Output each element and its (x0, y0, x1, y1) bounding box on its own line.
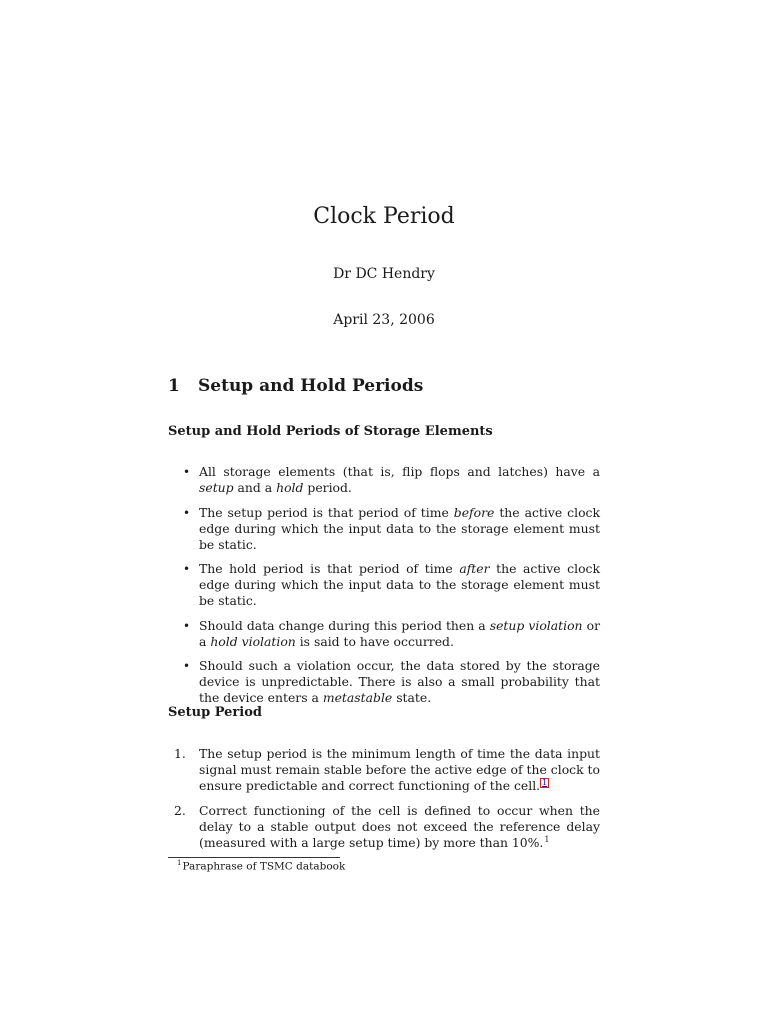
item-text: period. (303, 480, 352, 495)
footnote (176, 859, 345, 873)
subsection-heading-storage: Setup and Hold Periods of Storage Elements (168, 424, 493, 439)
item-text: The setup period is the minimum length of time the data input signal must remain stable before the active edge of the clock to ensure predictable and correct functioning of the cell. (199, 746, 600, 794)
footnote-text: Paraphrase of TSMC databook (182, 860, 346, 873)
item-emphasis: after (459, 561, 490, 576)
item-emphasis: setup violation (489, 617, 583, 633)
item-text: the active clock edge during which the input data to the storage element must be static. (199, 504, 600, 552)
document-author: Dr DC Hendry (333, 266, 435, 282)
subsection-heading-setup: Setup Period (168, 705, 262, 720)
section-number: 1 (168, 376, 180, 396)
list-item (174, 803, 600, 851)
item-emphasis: before (453, 504, 495, 520)
item-text: Correct functioning of the cell is defined to occur when the delay to a stable output does not exceed the reference delay (measured with a large setup time) by more than 10%. (199, 802, 600, 850)
list-item (183, 561, 600, 609)
item-text: or a (199, 617, 600, 649)
document-title: Clock Period (313, 204, 455, 229)
footnote-mark: 1 (544, 834, 550, 844)
document-date: April 23, 2006 (333, 312, 435, 328)
list-item (174, 746, 600, 794)
list-item (183, 658, 600, 706)
item-text: Should such a violation occur, the data stored by the storage device is unpredictable. There is also a small probability that the device enters a (199, 658, 600, 705)
item-text: The setup period is that period of time (199, 504, 454, 520)
section-heading (168, 376, 423, 396)
item-text: the active clock edge during which the input data to the storage element must be static. (199, 561, 600, 608)
item-emphasis: hold violation (210, 633, 296, 649)
bullet-icon: • (183, 562, 191, 576)
item-emphasis: hold (276, 480, 304, 495)
footnote-mark: 1 (177, 859, 182, 867)
list-item (183, 464, 600, 496)
item-text: Should data change during this period then a (199, 617, 490, 633)
item-emphasis: setup (199, 480, 234, 495)
bullet-icon: • (183, 618, 191, 633)
section-title: Setup and Hold Periods (198, 376, 424, 396)
footnote-link[interactable]: 1 (542, 778, 548, 787)
item-number: 2. (174, 802, 186, 818)
bullet-icon: • (183, 465, 191, 479)
list-item (183, 505, 600, 553)
item-text: The hold period is that period of time (199, 561, 460, 576)
list-item (183, 618, 600, 650)
footnote-divider (168, 857, 340, 858)
bullet-icon: • (183, 659, 191, 673)
item-text: All storage elements (that is, flip flops and latches) have a (199, 464, 600, 479)
item-text: and a (233, 480, 277, 495)
item-number: 1. (174, 746, 186, 761)
item-text: is said to have occurred. (295, 633, 454, 649)
item-text: state. (392, 690, 432, 705)
bullet-icon: • (183, 505, 191, 520)
numbered-list (174, 746, 600, 859)
bullet-list (183, 464, 600, 715)
item-emphasis: metastable (322, 690, 393, 705)
